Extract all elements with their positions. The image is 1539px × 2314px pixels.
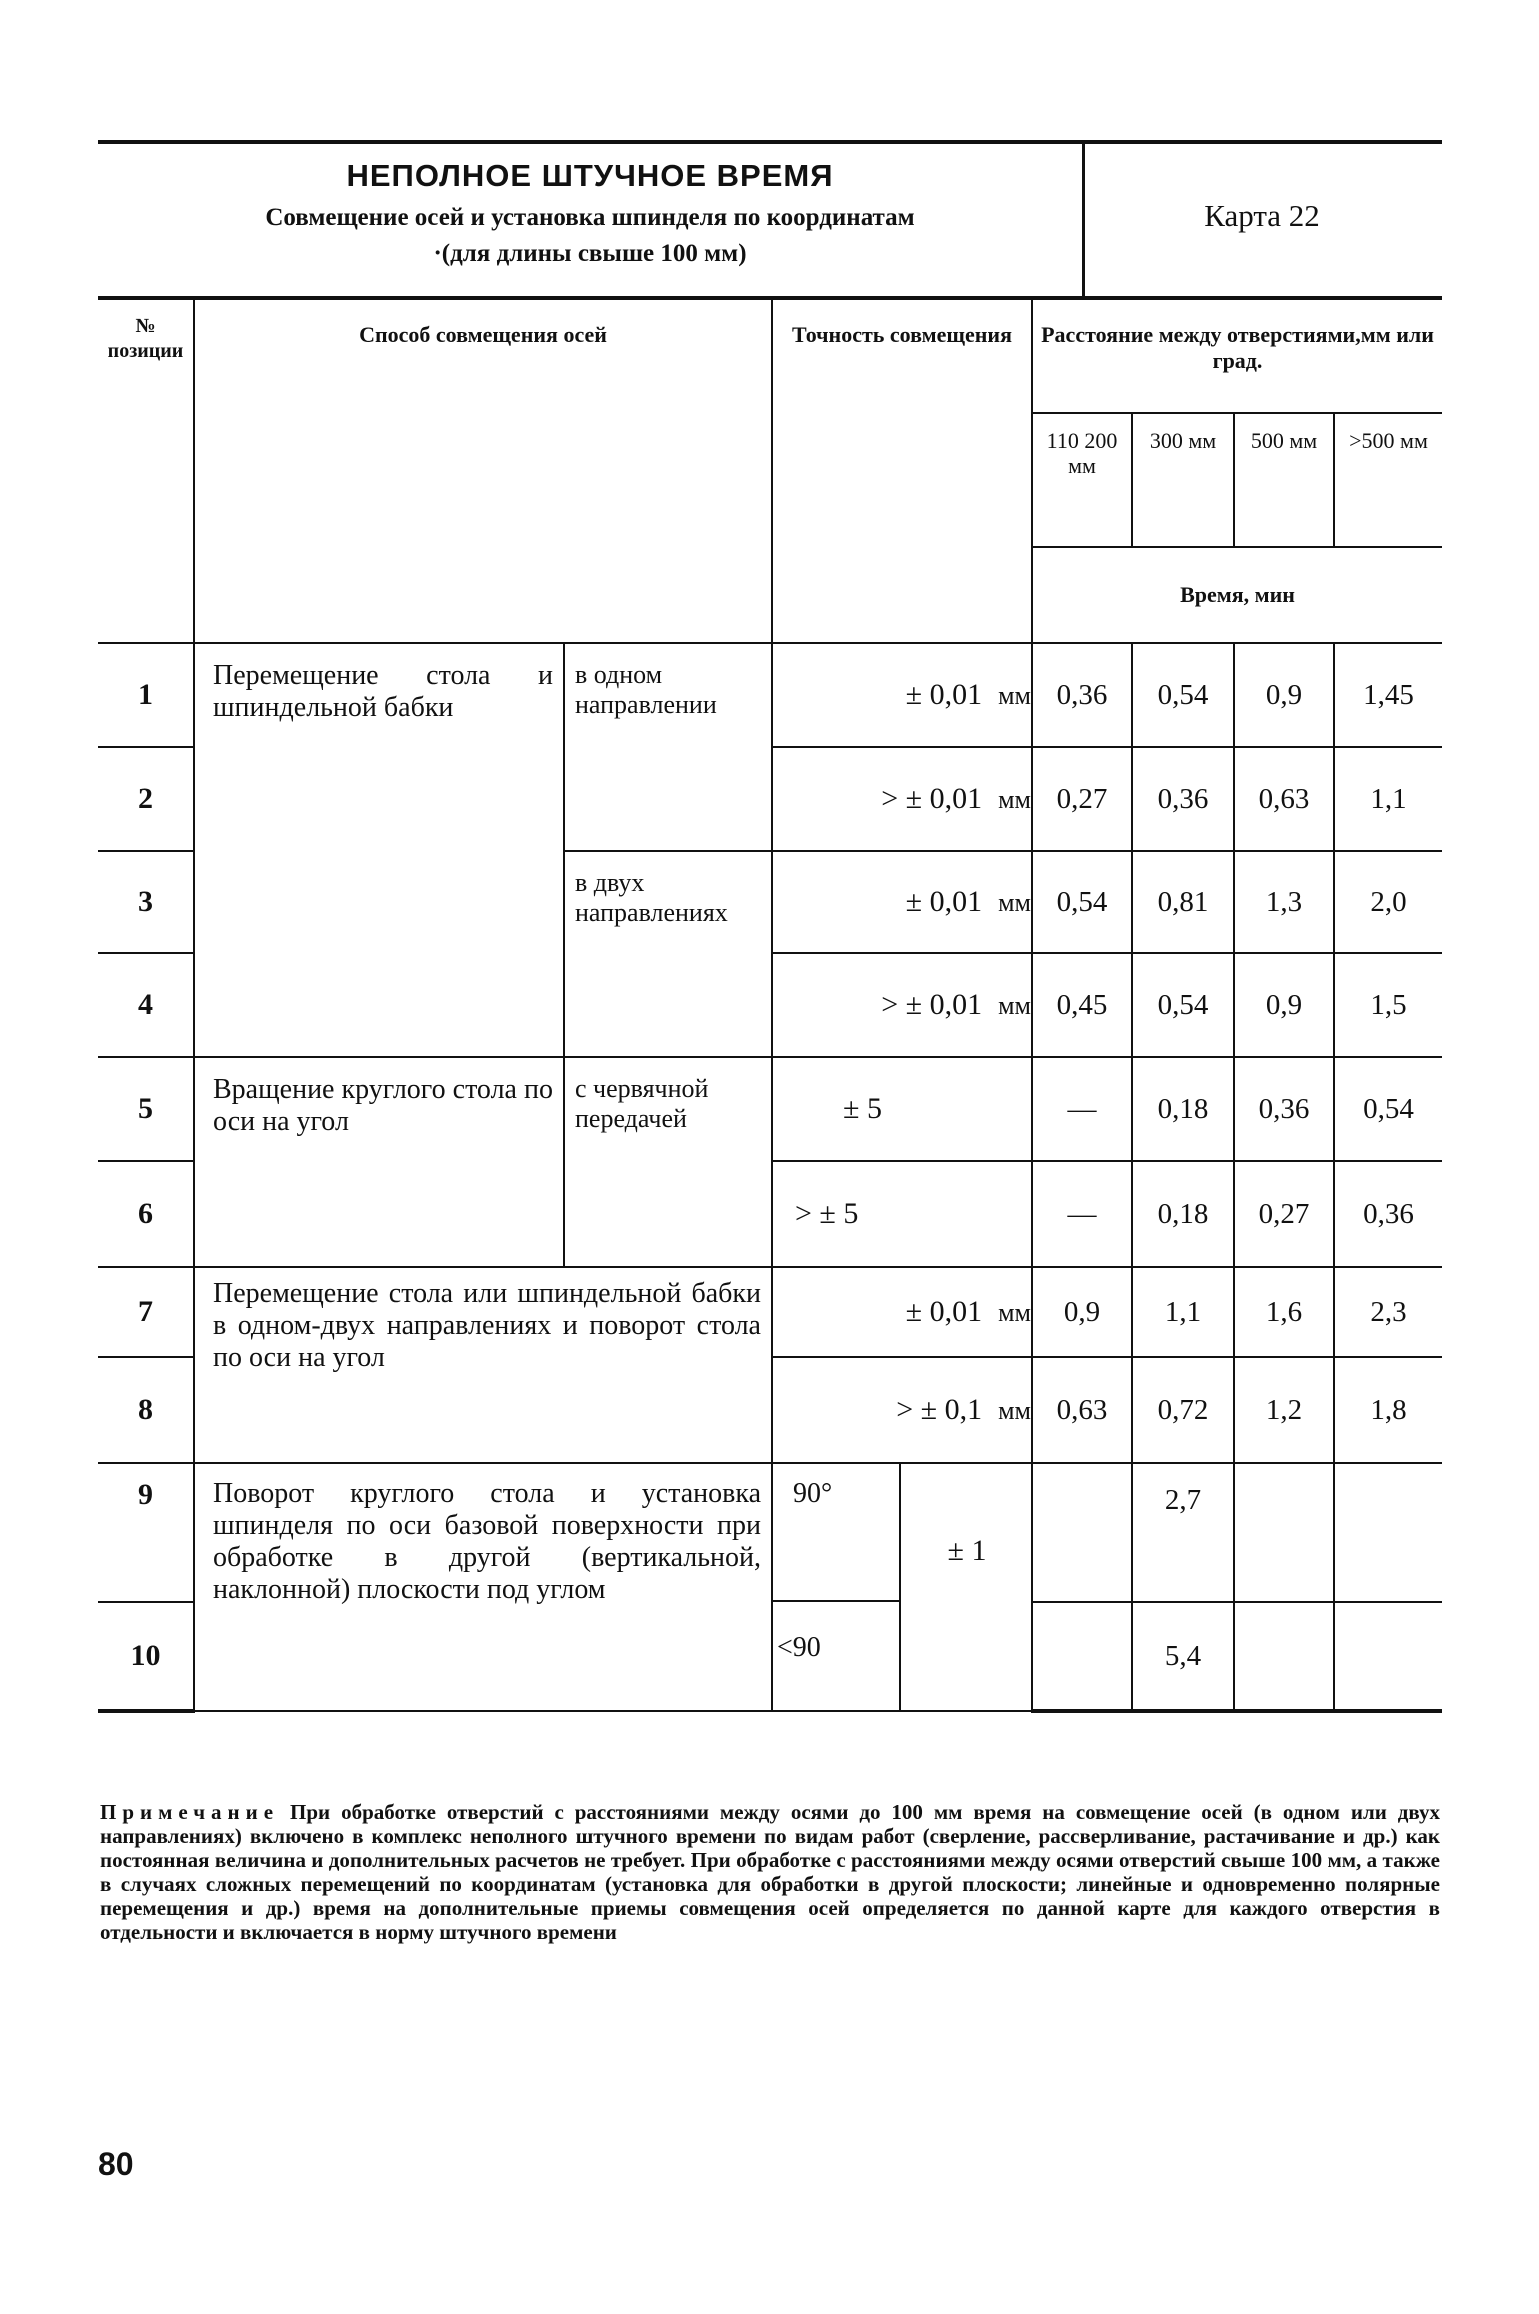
row-position: 3 — [98, 851, 194, 953]
row-position: 5 — [98, 1057, 194, 1161]
value-cell: 1,5 — [1334, 953, 1442, 1057]
value-cell — [1334, 1463, 1442, 1602]
row-position: 2 — [98, 747, 194, 851]
value-cell: 0,9 — [1234, 953, 1334, 1057]
row-position: 6 — [98, 1161, 194, 1267]
value-cell: 0,45 — [1032, 953, 1132, 1057]
value-cell: 1,1 — [1334, 747, 1442, 851]
col-method-header: Способ совмещения осей — [194, 299, 772, 643]
method-sub-cell: с червячной передачей — [564, 1057, 772, 1267]
header-top-rule — [98, 140, 1442, 144]
col-position-header: № позиции — [98, 299, 194, 643]
accuracy-cell: > ± 0,1 мм — [772, 1357, 1032, 1463]
value-cell: 2,0 — [1334, 851, 1442, 953]
value-cell: 1,8 — [1334, 1357, 1442, 1463]
value-cell: 0,54 — [1334, 1057, 1442, 1161]
method-cell: Перемещение стола и шпиндельной бабки — [194, 643, 564, 1057]
value-cell: 0,81 — [1132, 851, 1234, 953]
accuracy-cell: ± 5 — [772, 1057, 1032, 1161]
table-row — [98, 643, 1442, 747]
footnote-label: Примечание — [100, 1800, 280, 1824]
row-position: 7 — [98, 1267, 194, 1357]
value-cell: — — [1032, 1057, 1132, 1161]
value-cell: 0,63 — [1234, 747, 1334, 851]
accuracy-cell: > ± 5 — [772, 1161, 1032, 1267]
angle-90-cell: 90° — [773, 1464, 901, 1602]
value-cell — [1234, 1602, 1334, 1711]
accuracy-cell: ± 0,01 мм — [772, 851, 1032, 953]
angle-less-90-cell: <90 — [773, 1602, 901, 1710]
value-cell — [1032, 1463, 1132, 1602]
col-accuracy-header: Точность совмещения — [772, 299, 1032, 643]
header-subtitle-line1: Совмещение осей и установка шпинделя по координатам — [265, 204, 915, 231]
card-header — [98, 140, 1442, 300]
footnote-text: При обработке отверстий с расстояниями между осями до 100 мм время на совмещение осей (в одном или двух направлениях) включено в комплекс неполного штучного времени по видам работ (сверление, рассверливание, растачивание и др.) как постоянная величина и дополнительных расчетов не требует. При обработке с расстояниями между осями отверстий свыше 100 мм, а также в случаях сложных перемещений по координатам (установка для обработки в другой плоскости; линейные и одновременно полярные перемещения и др.) время на дополнительные приемы совмещения осей определяется по данной карте для каждого отверстия в отдельности и включается в норму штучного времени — [100, 1800, 1441, 1944]
method-sub-cell: в одном направлении — [564, 643, 772, 851]
accuracy-cell: ± 0,01 мм — [772, 1267, 1032, 1357]
table-row — [98, 1057, 1442, 1161]
value-cell: 1,1 — [1132, 1267, 1234, 1357]
table-row — [98, 1463, 1442, 1602]
value-cell: 0,27 — [1032, 747, 1132, 851]
value-cell: 0,18 — [1132, 1057, 1234, 1161]
row-position: 4 — [98, 953, 194, 1057]
value-cell: 0,27 — [1234, 1161, 1334, 1267]
value-cell: 0,36 — [1032, 643, 1132, 747]
norms-table — [98, 298, 1442, 1713]
method-sub-cell: в двух направлениях — [564, 851, 772, 1057]
header-title: НЕПОЛНОЕ ШТУЧНОЕ ВРЕМЯ — [346, 158, 834, 193]
col-distance-header: Расстояние между отверстиями,мм или град. — [1032, 299, 1442, 413]
row-position: 8 — [98, 1357, 194, 1463]
angle-accuracy-value: ± 1 — [947, 1534, 987, 1567]
value-cell: 0,18 — [1132, 1161, 1234, 1267]
value-cell: 1,45 — [1334, 643, 1442, 747]
value-cell: 0,36 — [1334, 1161, 1442, 1267]
value-cell: 0,54 — [1132, 953, 1234, 1057]
footnote — [100, 1800, 1440, 1944]
row-position: 9 — [98, 1463, 194, 1602]
table-header-row — [98, 299, 1442, 413]
header-subtitle-line2: ·(для длины свыше 100 мм) — [433, 240, 747, 267]
value-cell: 1,6 — [1234, 1267, 1334, 1357]
col-distance-110-200: 110 200 мм — [1032, 413, 1132, 547]
value-cell: 5,4 — [1132, 1602, 1234, 1711]
value-cell: 0,54 — [1032, 851, 1132, 953]
time-unit-label: Время, мин — [1032, 547, 1442, 643]
value-cell: — — [1032, 1161, 1132, 1267]
value-cell: 2,7 — [1132, 1463, 1234, 1602]
row-position: 1 — [98, 643, 194, 747]
accuracy-cell: ± 0,01 мм — [772, 643, 1032, 747]
angle-accuracy-cell — [772, 1463, 1032, 1711]
method-cell: Поворот круглого стола и установка шпинделя по оси базовой поверхности при обработке в другой (вертикальной, наклонной) плоскости под углом — [194, 1463, 772, 1711]
card-number: Карта 22 — [1204, 198, 1320, 233]
value-cell — [1234, 1463, 1334, 1602]
value-cell: 1,2 — [1234, 1357, 1334, 1463]
table-row — [98, 1267, 1442, 1357]
value-cell: 0,72 — [1132, 1357, 1234, 1463]
value-cell: 0,36 — [1234, 1057, 1334, 1161]
value-cell: 0,9 — [1234, 643, 1334, 747]
value-cell: 0,36 — [1132, 747, 1234, 851]
col-distance-500: 500 мм — [1234, 413, 1334, 547]
value-cell: 0,54 — [1132, 643, 1234, 747]
accuracy-cell: > ± 0,01 мм — [772, 747, 1032, 851]
value-cell: 0,63 — [1032, 1357, 1132, 1463]
value-cell — [1032, 1602, 1132, 1711]
col-distance-over-500: >500 мм — [1334, 413, 1442, 547]
value-cell — [1334, 1602, 1442, 1711]
value-cell: 0,9 — [1032, 1267, 1132, 1357]
method-cell: Вращение круглого стола по оси на угол — [194, 1057, 564, 1267]
page-number: 80 — [98, 2146, 134, 2182]
row-position: 10 — [98, 1602, 194, 1711]
value-cell: 1,3 — [1234, 851, 1334, 953]
accuracy-cell: > ± 0,01 мм — [772, 953, 1032, 1057]
value-cell: 2,3 — [1334, 1267, 1442, 1357]
method-cell: Перемещение стола или шпиндельной бабки в одном-двух направлениях и поворот стола по оси на угол — [194, 1267, 772, 1463]
col-distance-300: 300 мм — [1132, 413, 1234, 547]
